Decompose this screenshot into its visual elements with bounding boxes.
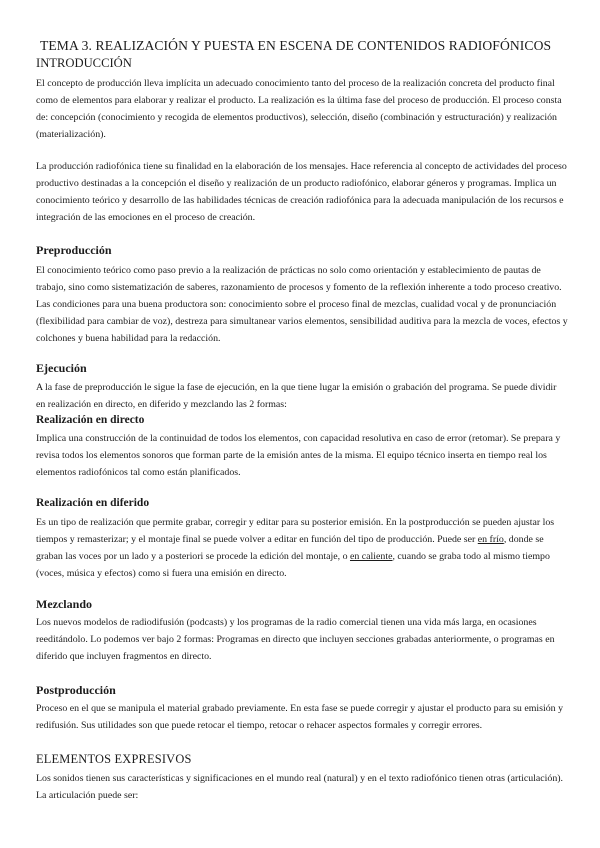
diferido-text-a: Es un tipo de realización que permite grabar, corregir y editar para su posterior emisión. En la postproducción se pueden ajustar los tiempos y remasterizar; y el montaje final se puede volver a editar en función del tipo de producción. Puede ser bbox=[36, 517, 555, 545]
intro-paragraph-1: El concepto de producción lleva implícita un adecuado conocimiento tanto del proceso de la realización concreta del producto final como de elementos para elaborar y realizar el producto. La realización es la última fase del proceso de producción. El proceso consta de: concepción (conocimiento y recogida de elementos productivos), selección, diseño (combinación y estructuración) y realización (materialización). bbox=[36, 78, 562, 140]
heading-preproduccion: Preproducción bbox=[36, 243, 112, 257]
heading-realizacion-diferido: Realización en diferido bbox=[36, 497, 150, 509]
heading-mezclando: Mezclando bbox=[36, 597, 92, 611]
diferido-text-c: , cuando se graba todo al mismo tiempo (voces, música y efectos) como si fuera una emisión en directo. bbox=[36, 551, 550, 579]
intro-paragraph-2: La producción radiofónica tiene su finalidad en la elaboración de los mensajes. Hace referencia al concepto de actividades del proceso productivo destinadas a la concepción el diseño y realización de un producto radiofónico, elaborar géneros y programas. Implica un conocimiento teórico y desarrollo de las habilidades técnicas de creación radiofónica para la adecuada manipulación de los recursos e integración de las emociones en el proceso de creación. bbox=[36, 161, 567, 223]
paragraph-realizacion-directo: Implica una construcción de la continuidad de todos los elementos, con capacidad resolutiva en caso de error (retomar). Se prepara y revisa todos los elementos sonoros que forman parte de la emisión antes de la misma. El equipo técnico inserta en tiempo real los elementos radiofónicos tal como están planificados. bbox=[36, 433, 561, 478]
paragraph-postproduccion: Proceso en el que se manipula el material grabado previamente. En esta fase se puede corregir y ajustar el producto para su emisión y redifusión. Sus utilidades son que puede retocar el tiempo, retocar o rehacer aspectos formales y corregir errores. bbox=[36, 703, 564, 731]
heading-realizacion-directo: Realización en directo bbox=[36, 414, 145, 426]
paragraph-elementos-expresivos: Los sonidos tienen sus características y significaciones en el mundo real (natural) y en el texto radiofónico tienen otras (articulación). La articulación puede ser: bbox=[36, 773, 564, 801]
section-heading-introduccion: INTRODUCCIÓN bbox=[36, 56, 132, 70]
link-en-caliente[interactable]: en caliente bbox=[349, 551, 393, 562]
paragraph-realizacion-diferido bbox=[36, 514, 568, 582]
diferido-text-b: , donde se graban las voces por un lado y a posteriori se procede la edición del montaje, o bbox=[36, 534, 544, 562]
paragraph-ejecucion: A la fase de preproducción le sigue la fase de ejecución, en la que tiene lugar la emisión o grabación del programa. Se puede dividir en realización en directo, en diferido y mezclando las 2 formas: bbox=[36, 382, 557, 410]
heading-ejecucion: Ejecución bbox=[36, 361, 87, 375]
paragraph-preproduccion: El conocimiento teórico como paso previo a la realización de prácticas no solo como orientación y establecimiento de pautas de trabajo, sino como sistematización de saberes, razonamiento de procesos y fomento de la reflexión inherente a todo proceso creativo. Las condiciones para una buena productora son: conocimiento sobre el proceso final de mezclas, cualidad vocal y de pronunciación (flexibilidad para cambiar de voz), destreza para simultanear varios elementos, sensibilidad auditiva para la mezcla de voces, efectos y colchones y buena habilidad para la redacción. bbox=[36, 265, 568, 344]
link-en-frio[interactable]: en frío bbox=[477, 534, 504, 545]
paragraph-mezclando: Los nuevos modelos de radiodifusión (podcasts) y los programas de la radio comercial tienen una vida más larga, en ocasiones reeditándolo. Lo podemos ver bajo 2 formas: Programas en directo que incluyen secciones grabadas anteriormente, o programas en diferido que incluyen fragmentos en directo. bbox=[36, 617, 555, 662]
document-title: TEMA 3. REALIZACIÓN Y PUESTA EN ESCENA DE CONTENIDOS RADIOFÓNICOS bbox=[40, 38, 552, 53]
heading-elementos-expresivos: ELEMENTOS EXPRESIVOS bbox=[36, 752, 192, 766]
heading-postproduccion: Postproducción bbox=[36, 683, 116, 697]
